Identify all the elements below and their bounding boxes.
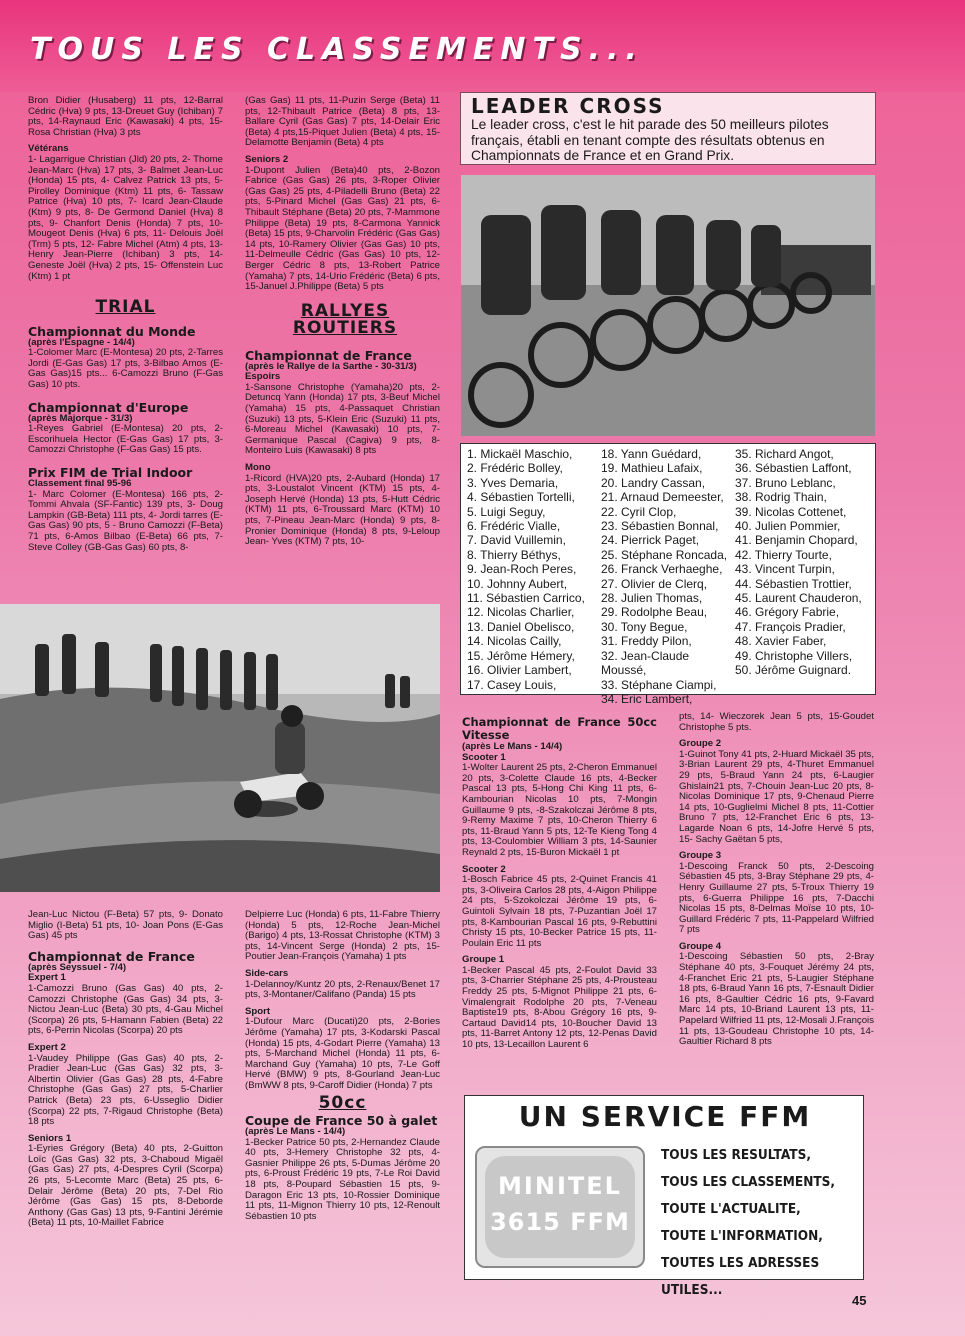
ranking-item: 34. Eric Lambert, [601,691,693,706]
subheading: Mono [245,462,271,474]
column-3 [462,712,657,1057]
ranking-item: 40. Julien Pommier, [735,519,841,534]
leader-description: Le leader cross, c'est le hit parade des 50 meilleurs pilotes français, établi en tenant compte des résultats obtenus en Championnats de France et en Grand Prix. [471,117,829,163]
ranking-item: 6. Frédéric Vialle, [467,519,561,534]
subheading: (après Majorque - 31/3) [28,412,133,424]
text-block: Bron Didier (Husaberg) 11 pts, 12-Barral Cédric (Hva) 9 pts, 13-Dreuet Guy (Ichiban) 7 pts, 14-Raynaud Eric (Kawasaki) 4 pts, 15-Rosa Christian (Hva) 3 pts [28,95,223,138]
subheading: Scooter 1 [462,751,506,763]
service-line: TOUS LES RESULTATS, [661,1147,811,1163]
text-block: 1-Vaudey Philippe (Gas Gas) 40 pts, 2-Pradier Jean-Luc (Gas Gas) 32 pts, 3-Albertin Olivier (Gas Gas) 28 pts, 4-Fabre Christophe (Gas Gas) 27 pts, 5-Charlier Patrick (Beta) 23 pts, 6-Usseglio Didier (Scorpa) 22 pts, 7-Rigaud Christophe (Beta) 18 pts [28,1052,223,1128]
ranking-item: 35. Richard Angot, [735,447,834,461]
leader-title: LEADER CROSS [471,94,665,118]
page-title: TOUS LES CLASSEMENTS... [30,32,644,67]
subheading: Seniors 2 [245,153,289,165]
ranking-column-2 [601,447,735,706]
ranking-item: 29. Rodolphe Beau, [601,605,708,620]
subheading: Side-cars [245,967,289,979]
ranking-item: 10. Johnny Aubert, [467,576,568,591]
category-title: RALLYES ROUTIERS [292,300,398,338]
header-banner [0,0,965,92]
service-line: TOUTE L'INFORMATION, [661,1228,823,1244]
text-block: 1-Descoing Franck 50 pts, 2-Descoing Sébastien 45 pts, 3-Bray Stéphane 29 pts, 4-Henry Guillaume 27 pts, 5-Troux Thierry 19 pts, 6-Guerra Philippe 16 pts, 7-Dacchi Nicolas 15 pts, 8-Delmas Moïse 10 pts, 10-Guillard Frédéric 7 pts, 11-Pappelard Wilfried 7 pts [679,860,874,936]
ranking-item: 26. Franck Verhaeghe, [601,562,723,577]
ranking-item: 43. Vincent Turpin, [735,562,835,577]
ranking-item: 45. Laurent Chauderon, [735,591,862,606]
ranking-item: 12. Nicolas Charlier, [467,605,575,620]
text-block: 1-Dufour Marc (Ducati)20 pts, 2-Bories Jérôme (Yamaha) 17 pts, 3-Kodarski Pascal (Honda) 15 pts, 4-Godart Pierre (Yamaha) 13 pts, 5-Marchand Michel (Honda) 11 pts, 6-Marchand Guy (Yamaha) 10 pts, 7-Le Goff Hervé (BMW) 9 pts, 8-Gourland Jean-Luc (BmWW 8 pts, 9-Caroff Didier (Honda) 7 pts [245,1016,440,1091]
ranking-item: 24. Pierrick Paget, [601,533,700,548]
ranking-item: 50. Jérôme Guignard. [735,663,852,678]
ranking-item: 21. Arnaud Demeester, [601,490,724,505]
text-block: 1-Dupont Julien (Beta)40 pts, 2-Bozon Fabrice (Gas Gas) 26 pts, 3-Roper Olivier (Gas Gas) 25 pts, 4-Piladelli Bruno (Beta) 22 pts, 5-Pinard Michel (Gas Gas) 21 pts, 6-Thibault Stéphane (Beta) 20 pts, 7-Mammone Philippe (Beta) 19 pts, 8-Carmona Yannick (Beta) 15 pts, 9-Charvolin Frédéric (Gas Gas) 14 pts, 10-Ramery Olivier (Gas Gas) 10 pts, 11-Delmeulle Cédric (Gas Gas) 10 pts, 12-Berger Cédric 8 pts, 13-Robert Patrice (Yamaha) 7 pts, 14-Urio Frédéric (Beta) 6 pts, 15-Januel J.Philippe (Beta) 5 pts [245,164,440,293]
text-block: Jean-Luc Nictou (F-Beta) 57 pts, 9- Donato Miglio (I-Beta) 51 pts, 10- Joan Pons (E-Gas Gas) 45 pts [28,909,223,942]
ranking-item: 22. Cyril Clop, [601,504,677,519]
ranking-item: 32. Jean-Claude Moussé, [601,648,690,678]
subheading: Espoirs [245,371,281,383]
ranking-item: 36. Sébastien Laffont, [735,461,852,476]
leader-cross-ranking [460,443,876,706]
ranking-item: 41. Benjamin Chopard, [735,533,858,548]
minitel-display [485,1156,635,1258]
category-title: 50cc [318,1092,367,1113]
subheading: Classement final 95-96 [28,478,132,490]
text-block: 1- Marc Colomer (E-Montesa) 166 pts, 2-Tommi Ahvala (SF-Fantic) 139 pts, 3- Doug Lampkin (GB-Beta) 111 pts, 4- Jordi tarres (E-Gas Gas) 90 pts, 5 - Bruno Camozzi (F-Beta) 71 pts, 6-Amos Bilbao (E-Beta) 66 pts, 7- Steve Colley (GB-Gas Gas) 60 pts, 8- [28,488,223,553]
column-1 [28,96,223,559]
subheading: (après Le Mans - 14/4) [245,1126,346,1138]
ranking-item: 11. Sébastien Carrico, [467,591,585,606]
text-block: pts, 14- Wieczorek Jean 5 pts, 15-Goudet Christophe 5 pts. [679,711,874,733]
subheading: Groupe 4 [679,940,722,952]
section-heading: Coupe de France 50 à galet [245,1113,438,1129]
page-number: 45 [852,1293,867,1308]
text-block: 1-Becker Patrice 50 pts, 2-Hernandez Claude 40 pts, 3-Hemery Christophe 32 pts, 4-Gasnier Philippe 26 pts, 5-Dumas Jérôme 20 pts, 6-Proust Frédéric 19 pts, 7-Le Roi David 18 pts, 8-Poupard Sébastien 15 pts, 9-Daragon Eric 13 pts, 10-Rossier Dominique 11 pts, 11-Mignon Thierry 10 pts, 12-Renoult Sébastien 10 pts [245,1136,440,1222]
ranking-item: 16. Olivier Lambert, [467,663,572,678]
text-block: 1-Guinot Tony 41 pts, 2-Huard Mickaël 35 pts, 3-Brian Laurent 29 pts, 4-Thuret Emmanuel 29 pts, 5-Braud Yann 24 pts, 6-Laugier Ghislain21 pts, 7-Chouin Jean-Luc 20 pts, 8-Nicolas Dominique 17 pts, 9-Chenaud Pierre 14 pts, 10-Guglielmi Michel 8 pts, 11-Cottier Bruno 7 pts, 12-Franchet Eric 6 pts, 13-Lagarde Noan 6 pts, 14-Jofre Hervé 5 pts, 15- Sachy Gaëtan 5 pts, [679,748,874,845]
text-block: 1-Ricord (HVA)20 pts, 2-Aubard (Honda) 17 pts, 3-Loustalot Vincent (KTM) 15 pts, 4-Joseph Hervé (Honda) 13 pts, 5-Hutt Cédric (KTM) 11 pts, 6-Troussard Marc (KTM) 10 pts, 7-Pineau Jean-Marc (Honda) 9 pts, 8-Pronier Dominique (Honda) 8 pts, 9-Leloup Jean- Yves (KTM) 7 pts, 10- [245,472,440,548]
ranking-item: 7. David Vuillemin, [467,533,566,548]
text-block: 1-Reyes Gabriel (E-Montesa) 20 pts, 2-Escorihuela Hector (E-Gas Gas) 17 pts, 3-Camozzi Christophe (F-Gas Gas) 15 pts. [28,423,223,456]
ranking-item: 25. Stéphane Roncada, [601,547,728,562]
text-block: Delpierre Luc (Honda) 6 pts, 11-Fabre Thierry (Honda) 5 pts, 12-Roche Jean-Michel (Barigo) 4 pts, 13-Rossat Christophe (KTM) 3 pts, 14-Vincent Serge (Honda) 2 pts, 15-Poutier Jean-François (Yamaha) 1 pts [245,909,440,963]
ranking-item: 37. Bruno Leblanc, [735,475,836,490]
subheading: Groupe 2 [679,738,722,750]
service-list [661,1142,841,1304]
text-block: 1-Camozzi Bruno (Gas Gas) 40 pts, 2-Camozzi Christophe (Gas Gas) 34 pts, 3-Nictou Jean-Luc (Beta) 30 pts, 4-Gau Michel (Scorpa) 26 pts, 5-Hamann Fabien (Beta) 22 pts, 6-Perrin Nicolas (Scorpa) 20 pts [28,982,223,1037]
subheading: Sport [245,1005,271,1017]
text-block: 1-Eyries Grégory (Beta) 40 pts, 2-Guitton Loïc (Gas Gas) 32 pts, 3-Chaboud Migaël (Gas Gas) 27 pts, 4-Despres Cyril (Scorpa) 26 pts, 5-Lecomte Marc (Beta) 25 pts, 6-Delair Jérôme (Beta) 20 pts, 7-Del Rio Jérôme (Gas Gas) 15 pts, 8-Deborde Anthony (Gas Gas) 13 pts, 9-Fantini Jérémie (Beta) 11 pts, 10-Maillet Fabrice [28,1143,223,1229]
subheading: Expert 2 [28,1041,66,1053]
ranking-item: 28. Julien Thomas, [601,591,703,606]
subheading: (après Le Mans - 14/4) [462,741,563,752]
subheading: (après le Rallye de la Sarthe - 30-31/3) [245,360,417,372]
trial-photo [0,604,440,892]
trial-photo-illustration [0,604,440,892]
ranking-item: 33. Stéphane Ciampi, [601,677,717,692]
motocross-photo [461,175,875,436]
ranking-item: 49. Christophe Villers, [735,648,853,663]
text-block: 1-Delannoy/Kuntz 20 pts, 2-Renaux/Benet 17 pts, 3-Montaner/Califano (Panda) 15 pts [245,978,440,1001]
subheading: Seniors 1 [28,1132,72,1144]
ranking-item: 20. Landry Cassan, [601,475,706,490]
ranking-column-3 [735,447,869,691]
text-block: 1-Wolter Laurent 25 pts, 2-Cheron Emmanuel 20 pts, 3-Colette Claude 16 pts, 4-Becker Pascal 13 pts, 5-Hong Chi King 11 pts, 6-Kambourian Nicolas 10 pts, 7-Mongin Guillaume 9 pts, -8-Szakolczai Jérôme 8 pts, 9-Remy Maxime 7 pts, 10-Cheron Thierry 6 pts, 11-Braud Yann 5 pts, 12-Te Kieng Tong 4 pts, 13-Coulombier William 3 pts, 14-Saunier Reynald 2 pts, 15-Buron Mickaël 1 pt [462,762,657,858]
ranking-item: 18. Yann Guédard, [601,447,702,461]
section-heading: Championnat de France 50cc Vitesse [462,715,657,742]
category-title: TRIAL [95,297,156,318]
minitel-code: 3615 FFM [490,1208,630,1236]
ranking-item: 39. Nicolas Cottenet, [735,504,847,519]
ranking-item: 15. Jérôme Hémery, [467,648,575,663]
section-heading: Prix FIM de Trial Indoor [28,465,193,481]
ranking-item: 4. Sébastien Tortelli, [467,490,575,505]
subheading: Vétérans [28,143,69,155]
ranking-item: 42. Thierry Tourte, [735,547,832,562]
service-title: UN SERVICE FFM [518,1100,812,1133]
ranking-column-1 [467,447,601,691]
ranking-item: 30. Tony Begue, [601,619,688,634]
subheading: (après Seyssuel - 7/4) [28,961,127,973]
ranking-item: 31. Freddy Pilon, [601,634,692,649]
ranking-item: 44. Sébastien Trottier, [735,576,852,591]
subheading: Scooter 2 [462,863,506,875]
ranking-item: 3. Yves Demaria, [467,475,559,490]
service-line: TOUTES LES ADRESSES UTILES... [661,1255,820,1298]
ranking-item: 9. Jean-Roch Peres, [467,562,577,577]
ranking-item: 5. Luigi Seguy, [467,504,546,519]
section-heading: Championnat du Monde [28,323,196,339]
text-block: 1-Becker Pascal 45 pts, 2-Foulot David 33 pts, 3-Charrier Stéphane 25 pts, 4-Prousteau Freddy 25 pts, 5-Mignot Philippe 21 pts, 6-Vimalengrait Rodolphe 20 pts, 7-Veneau Baptiste19 pts, 8-Abou Grégory 16 pts, 9-Cartaud David14 pts, 10-Boucher David 13 pts, 11-Barret Antony 12 pts, 12-Penas David 10 pts, 13-Lecaillon Laurent 6 [462,964,657,1051]
leader-cross-box [460,92,876,165]
subheading: Groupe 3 [679,850,722,862]
ranking-item: 1. Mickaël Maschio, [467,447,573,461]
section-heading: Championnat de France [245,347,412,363]
service-line: TOUTE L'ACTUALITE, [661,1201,801,1217]
section-heading: Championnat de France [28,948,195,964]
column-4 [679,712,874,1054]
ranking-item: 8. Thierry Béthys, [467,547,561,562]
section-heading: Championnat d'Europe [28,399,189,415]
motocross-photo-illustration [461,175,875,436]
text-block: (Gas Gas) 11 pts, 11-Puzin Serge (Beta) 11 pts, 12-Thibault Patrice (Beta) 8 pts, 13-Ballare Cyril (Gas Gas) 7 pts, 14-Delair Eric (Beta) 4 pts,15-Piquet Julien (Beta) 4 pts, 15-Delamotte Benjamin (Beta) 4 pts [245,95,440,149]
ranking-item: 17. Casey Louis, [467,677,557,692]
ranking-item: 2. Frédéric Bolley, [467,461,563,476]
text-block: 1-Bosch Fabrice 45 pts, 2-Quinet Francis 41 pts, 3-Oliveira Carlos 28 pts, 4-Aigon Philippe 24 pts, 5-Szokolczai Jérôme 19 pts, 6-Guintoli Sylvain 18 pts, 7-Puzantian Joël 17 pts, 8-Kambourian Pascal 16 pts, 9-Rebuttini Christy 15 pts, 10-Becker Patrice 15 pts, 11-Poulain Eric 11 pts [462,874,657,949]
subheading: Groupe 1 [462,954,505,966]
ranking-item: 14. Nicolas Cailly, [467,634,562,649]
subheading: (après l'Espagne - 14/4) [28,336,135,348]
column-2-continued [245,910,440,1228]
ranking-item: 48. Xavier Faber, [735,634,827,649]
ranking-item: 47. François Pradier, [735,619,846,634]
subheading: Expert 1 [28,972,66,984]
ranking-item: 13. Daniel Obelisco, [467,619,575,634]
ranking-item: 38. Rodrig Thain, [735,490,827,505]
ranking-item: 27. Olivier de Clerq, [601,576,708,591]
minitel-screen [475,1146,645,1268]
minitel-label: MINITEL [498,1172,622,1200]
ranking-item: 23. Sébastien Bonnal, [601,519,719,534]
text-block: 1-Colomer Marc (E-Montesa) 20 pts, 2-Tarres Jordi (E-Gas Gas) 17 pts, 3-Bilbao Amos (E-Gas Gas)15 pts... 6-Camozzi Bruno (F-Gas Gas) 10 pts. [28,347,223,391]
column-1-continued [28,910,223,1235]
service-ffm-ad [464,1095,864,1298]
ranking-item: 46. Grégory Fabrie, [735,605,840,620]
column-2 [245,96,440,554]
text-block: 1- Lagarrigue Christian (Jld) 20 pts, 2- Thome Jean-Marc (Hva) 17 pts, 3- Balmet Jean-Luc (Honda) 15 pts, 4- Calvez Patrick 13 pts, 5- Pirolley Dominique (Ktm) 11 pts, 6- Tassaw Patrice (Hva) 10 pts, 7- Icard Jean-Claude (Ktm) 9 pts, 8- De Germond Daniel (Hva) 8 pts, 9- Chanfort Denis (Honda) 7 pts, 10- Mougeot Denis (Hva) 6 pts, 11- Delouis Joël (Trm) 5 pts, 12- Fabre Michel (Atm) 4 pts, 13- Henry Jean-Pierre (Ichiban) 3 pts, 14- Geneste Joël (Hva) 2 pts, 15- Offenstein Luc (Ktm) 1 pt [28,153,223,282]
text-block: 1-Sansone Christophe (Yamaha)20 pts, 2-Detuncq Yann (Honda) 17 pts, 3-Beuf Michel (Yamaha) 15 pts, 4-Passaquet Christian (Suzuki) 13 pts, 5-Klein Eric (Suzuki) 11 pts, 6-Moreau Michel (Kawasaki) 10 pts, 7-Germanique Pascal (Cagiva) 9 pts, 8-Monteiro Luis (Kawasaki) 8 pts [245,381,440,457]
text-block: 1-Descoing Sébastien 50 pts, 2-Bray Stéphane 40 pts, 3-Fouquet Jérémy 24 pts, 4-Franchet Eric 21 pts, 5-Laugier Stéphane 18 pts, 6-Braud Yann 16 pts, 7-Esnault Didier 16 pts, 8-Gaultier Cédric 16 pts, 9-Favard Marc 14 pts, 10-Briand Laurent 13 pts, 11-Papelard Wilfried 11 pts, 12-Mosali J.François 11 pts, 13-Goudeau Christophe 10 pts, 14-Gaultier Richard 8 pts [679,951,874,1048]
ranking-item: 19. Mathieu Lafaix, [601,461,703,476]
service-line: TOUS LES CLASSEMENTS, [661,1174,836,1190]
